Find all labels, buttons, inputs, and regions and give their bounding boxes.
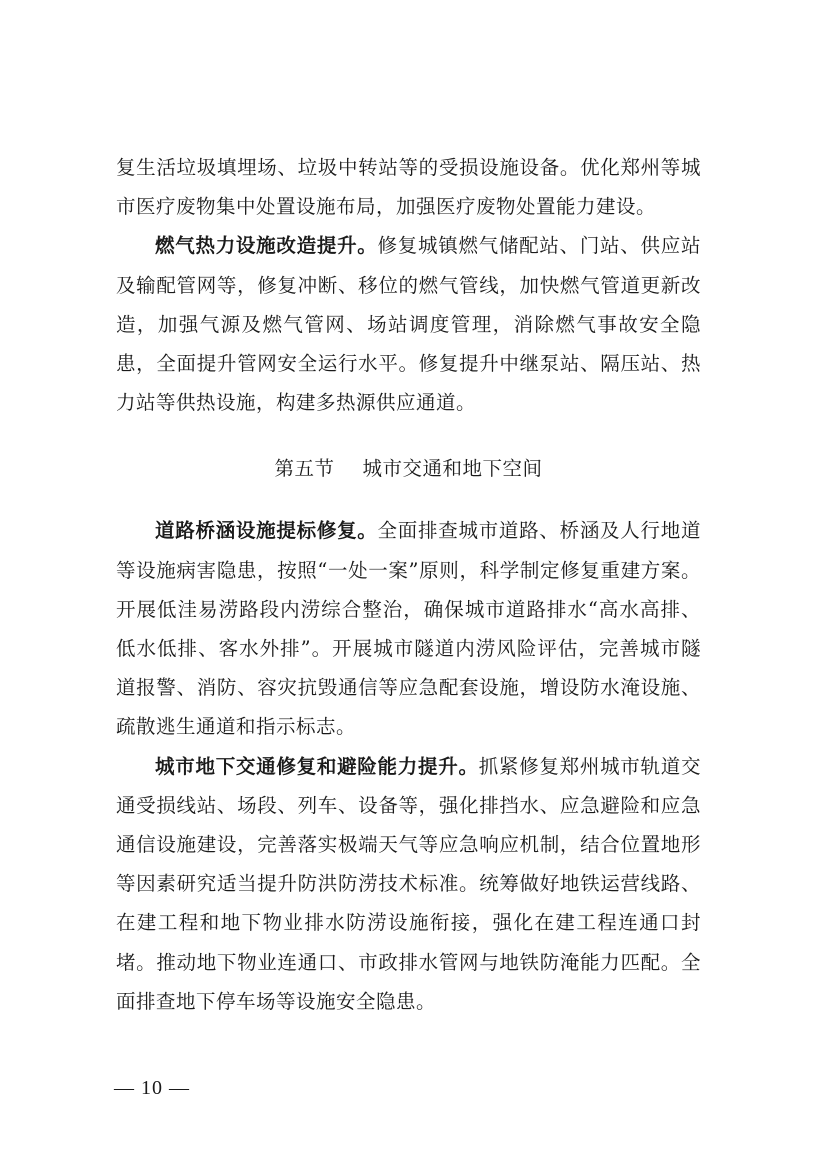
section-heading bbox=[116, 449, 701, 489]
paragraph-lead: 城市地下交通修复和避险能力提升。 bbox=[155, 754, 479, 778]
paragraph-text: 复生活垃圾填埋场、垃圾中转站等的受损设施设备。优化郑州等城市医疗废物集中处置设施布局，加强医疗废物处置能力建设。 bbox=[116, 156, 701, 219]
paragraph-text: 修复城镇燃气储配站、门站、供应站及输配管网等，修复冲断、移位的燃气管线，加快燃气管道更新改造，加强气源及燃气管网、场站调度管理，消除燃气事故安全隐患，全面提升管网安全运行水平。修复提升中继泵站、隔压站、热力站等供热设施，构建多热源供应通道。 bbox=[116, 234, 701, 415]
paragraph-gas-heating bbox=[116, 226, 701, 422]
section-title: 城市交通和地下空间 bbox=[362, 457, 543, 481]
page-number: — 10 — bbox=[114, 1077, 190, 1099]
paragraph-underground-transit bbox=[116, 747, 701, 1021]
paragraph-lead: 燃气热力设施改造提升。 bbox=[155, 234, 378, 258]
paragraph-road-bridge bbox=[116, 511, 701, 746]
body-text bbox=[116, 148, 701, 1021]
paragraph-continuation bbox=[116, 148, 701, 226]
paragraph-lead: 道路桥涵设施提标修复。 bbox=[155, 519, 378, 543]
paragraph-text: 全面排查城市道路、桥涵及人行地道等设施病害隐患，按照“一处一案”原则，科学制定修复重建方案。开展低洼易涝路段内涝综合整治，确保城市道路排水“高水高排、低水低排、客水外排”。开展城市隧道内涝风险评估，完善城市隧道报警、消防、容灾抗毁通信等应急配套设施，增设防水淹设施、疏散逃生通道和指示标志。 bbox=[116, 519, 701, 739]
section-number: 第五节 bbox=[274, 457, 335, 481]
paragraph-text: 抓紧修复郑州城市轨道交通受损线站、场段、列车、设备等，强化排挡水、应急避险和应急通信设施建设，完善落实极端天气等应急响应机制，结合位置地形等因素研究适当提升防洪防涝技术标准。统筹做好地铁运营线路、在建工程和地下物业排水防涝设施衔接，强化在建工程连通口封堵。推动地下物业连通口、市政排水管网与地铁防淹能力匹配。全面排查地下停车场等设施安全隐患。 bbox=[116, 754, 701, 1013]
